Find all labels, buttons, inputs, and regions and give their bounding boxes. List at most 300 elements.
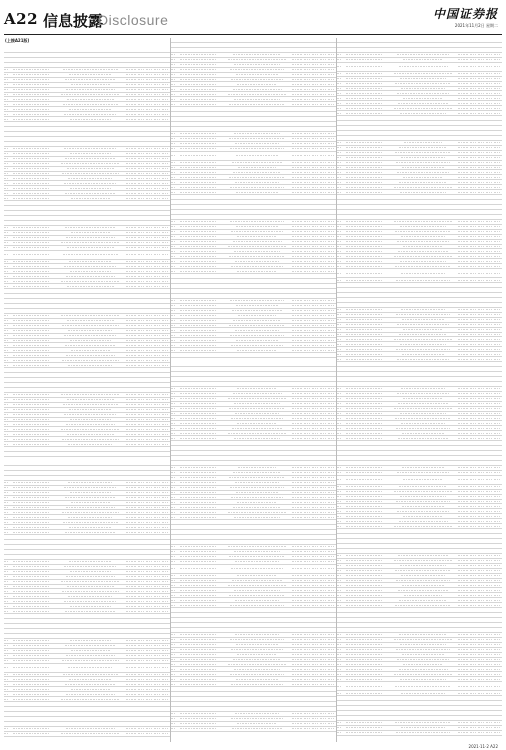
table-cell [146, 719, 154, 720]
table-cell [328, 467, 336, 468]
issue-date: 2021年11月2日 星期二 [454, 23, 498, 28]
table-cell [13, 419, 55, 420]
table-cell [180, 393, 222, 394]
table-cell [478, 128, 486, 129]
table-cell [478, 491, 486, 492]
table-cell [180, 704, 222, 705]
table-cell [292, 600, 304, 601]
table-cell [494, 344, 502, 345]
table-cell [154, 208, 162, 209]
table-cell [320, 472, 328, 473]
table-cell [171, 568, 180, 569]
table-cell [222, 532, 292, 533]
table-cell [154, 119, 162, 120]
table-cell [4, 218, 13, 219]
table-cell [126, 547, 138, 548]
table-cell [162, 365, 170, 366]
table-cell [328, 575, 336, 576]
table-cell [486, 630, 494, 631]
table-cell [388, 659, 458, 660]
table-cell [162, 497, 170, 498]
table-cell [13, 237, 55, 238]
table-cell [126, 399, 138, 400]
table-cell [312, 69, 320, 70]
table-cell [388, 428, 458, 429]
table-cell [171, 197, 180, 198]
table-cell [304, 694, 312, 695]
table-cell [180, 639, 222, 640]
table-cell [222, 443, 292, 444]
table-cell [458, 654, 470, 655]
table-cell [470, 565, 478, 566]
table-cell [494, 202, 502, 203]
table-cell [312, 699, 320, 700]
table-cell [146, 208, 154, 209]
table-cell [494, 458, 502, 459]
table-cell [162, 709, 170, 710]
table-cell [486, 251, 494, 252]
table-cell [180, 595, 222, 596]
table-cell [304, 654, 312, 655]
table-cell [494, 664, 502, 665]
table-cell [312, 428, 320, 429]
table-cell [458, 118, 470, 119]
table-cell [494, 162, 502, 163]
table-cell [388, 88, 458, 89]
table-cell [222, 694, 292, 695]
table-cell [304, 89, 312, 90]
table-cell [494, 536, 502, 537]
table-cell [292, 664, 304, 665]
table-cell [180, 497, 222, 498]
table-cell [138, 429, 146, 430]
table-cell [312, 413, 320, 414]
table-cell [304, 40, 312, 41]
table-cell [388, 727, 458, 728]
table-cell [13, 281, 55, 282]
table-cell [346, 147, 388, 148]
table-cell [292, 723, 304, 724]
table-cell [292, 413, 304, 414]
table-cell [222, 340, 292, 341]
table-cell [222, 709, 292, 710]
table-cell [486, 54, 494, 55]
table-cell [222, 458, 292, 459]
table-cell [4, 291, 13, 292]
table-cell [292, 172, 304, 173]
table-cell [388, 590, 458, 591]
table-cell [292, 644, 304, 645]
table-cell [292, 69, 304, 70]
table-cell [138, 616, 146, 617]
table-cell [146, 350, 154, 351]
table-cell [13, 724, 55, 725]
table-cell [55, 461, 126, 462]
table-cell [337, 295, 346, 296]
table-cell [346, 66, 388, 67]
table-cell [494, 722, 502, 723]
table-cell [154, 74, 162, 75]
table-cell [55, 626, 126, 627]
table-cell [146, 576, 154, 577]
table-cell [388, 555, 458, 556]
table-cell [328, 50, 336, 51]
table-cell [222, 114, 292, 115]
table-cell [222, 428, 292, 429]
table-cell [494, 157, 502, 158]
table-cell [320, 59, 328, 60]
table-cell [292, 585, 304, 586]
table-cell [478, 580, 486, 581]
table-cell [388, 718, 458, 719]
table-cell [171, 694, 180, 695]
table-cell [337, 364, 346, 365]
table-cell [162, 345, 170, 346]
table-cell [312, 694, 320, 695]
table-cell [126, 667, 138, 668]
table-cell [458, 261, 470, 262]
table-cell [346, 59, 388, 60]
table-cell [312, 305, 320, 306]
table-cell [126, 365, 138, 366]
table-cell [328, 109, 336, 110]
table-cell [304, 192, 312, 193]
table-cell [486, 172, 494, 173]
table-cell [292, 718, 304, 719]
table-cell [55, 576, 126, 577]
table-cell [337, 634, 346, 635]
table-cell [478, 40, 486, 41]
table-cell [126, 650, 138, 651]
table-cell [154, 242, 162, 243]
table-cell [180, 310, 222, 311]
table-cell [138, 636, 146, 637]
table-cell [320, 649, 328, 650]
table-cell [337, 453, 346, 454]
table-cell [13, 360, 55, 361]
table-cell [154, 728, 162, 729]
table-cell [222, 325, 292, 326]
table-cell [171, 226, 180, 227]
table-cell [478, 59, 486, 60]
table-cell [222, 119, 292, 120]
table-cell [478, 408, 486, 409]
table-cell [304, 512, 312, 513]
table-cell [222, 487, 292, 488]
table-cell [55, 94, 126, 95]
table-cell [180, 345, 222, 346]
table-cell [126, 188, 138, 189]
table-cell [146, 399, 154, 400]
table-cell [337, 413, 346, 414]
table-cell [126, 454, 138, 455]
table-cell [304, 231, 312, 232]
table-cell [146, 542, 154, 543]
table-cell [486, 290, 494, 291]
table-cell [13, 291, 55, 292]
table-cell [55, 266, 126, 267]
table-cell [337, 575, 346, 576]
table-cell [222, 177, 292, 178]
table-cell [13, 94, 55, 95]
table-cell [4, 704, 13, 705]
table-cell [388, 118, 458, 119]
table-cell [304, 664, 312, 665]
table-cell [13, 650, 55, 651]
table-cell [388, 54, 458, 55]
table-cell [138, 537, 146, 538]
table-cell [346, 384, 388, 385]
table-cell [180, 300, 222, 301]
table-cell [154, 271, 162, 272]
table-cell [4, 478, 13, 479]
table-cell [478, 546, 486, 547]
table-cell [470, 423, 478, 424]
table-cell [138, 330, 146, 331]
table-cell [4, 454, 13, 455]
table-cell [458, 236, 470, 237]
table-cell [162, 168, 170, 169]
table-cell [4, 596, 13, 597]
table-cell [126, 114, 138, 115]
table-cell [494, 236, 502, 237]
table-cell [13, 404, 55, 405]
table-cell [328, 241, 336, 242]
table-cell [146, 227, 154, 228]
table-cell [470, 732, 478, 733]
table-cell [171, 580, 180, 581]
table-cell [320, 167, 328, 168]
table-cell [320, 575, 328, 576]
table-cell [388, 236, 458, 237]
table-cell [162, 188, 170, 189]
table-cell [312, 649, 320, 650]
table-cell [388, 625, 458, 626]
table-cell [470, 236, 478, 237]
table-cell [4, 193, 13, 194]
table-cell [13, 163, 55, 164]
table-cell [171, 256, 180, 257]
table-cell [478, 226, 486, 227]
table-cell [138, 461, 146, 462]
table-cell [320, 625, 328, 626]
table-cell [4, 385, 13, 386]
table-cell [138, 242, 146, 243]
table-cell [486, 428, 494, 429]
table-cell [126, 375, 138, 376]
table-cell [162, 355, 170, 356]
table-cell [146, 724, 154, 725]
table-cell [4, 301, 13, 302]
table-cell [320, 620, 328, 621]
table-cell [138, 586, 146, 587]
table-cell [470, 344, 478, 345]
table-cell [458, 344, 470, 345]
table-cell [292, 532, 304, 533]
table-cell [494, 388, 502, 389]
table-cell [388, 511, 458, 512]
table-cell [458, 443, 470, 444]
table-cell [458, 453, 470, 454]
table-cell [312, 512, 320, 513]
table-cell [304, 428, 312, 429]
table-cell [138, 223, 146, 224]
table-cell [126, 497, 138, 498]
table-cell [4, 144, 13, 145]
table-cell [4, 84, 13, 85]
table-cell [478, 192, 486, 193]
table-cell [304, 556, 312, 557]
table-cell [222, 610, 292, 611]
table-cell [337, 236, 346, 237]
table-cell [180, 443, 222, 444]
table-cell [222, 467, 292, 468]
table-row [337, 476, 502, 485]
table-cell [494, 73, 502, 74]
table-cell [470, 506, 478, 507]
table-cell [346, 162, 388, 163]
table-cell [13, 557, 55, 558]
table-cell [13, 60, 55, 61]
table-cell [304, 674, 312, 675]
table-cell [126, 468, 138, 469]
table-cell [13, 478, 55, 479]
table-cell [312, 212, 320, 213]
table-cell [171, 605, 180, 606]
table-cell [126, 621, 138, 622]
table-cell [154, 129, 162, 130]
table-cell [470, 585, 478, 586]
table-cell [320, 718, 328, 719]
table-cell [292, 155, 304, 156]
table-cell [222, 423, 292, 424]
table-cell [222, 408, 292, 409]
table-cell [154, 306, 162, 307]
table-cell [494, 309, 502, 310]
table-cell [337, 615, 346, 616]
table-cell [470, 516, 478, 517]
table-cell [346, 388, 388, 389]
table-cell [494, 167, 502, 168]
table-cell [346, 369, 388, 370]
table-cell [180, 99, 222, 100]
table-cell [154, 183, 162, 184]
table-cell [222, 74, 292, 75]
table-cell [388, 467, 458, 468]
table-cell [328, 155, 336, 156]
table-cell [304, 69, 312, 70]
table-cell [138, 208, 146, 209]
table-cell [180, 54, 222, 55]
table-cell [162, 704, 170, 705]
table-cell [346, 334, 388, 335]
table-cell [292, 74, 304, 75]
table-cell [55, 360, 126, 361]
table-cell [222, 212, 292, 213]
table-cell [494, 212, 502, 213]
table-cell [138, 709, 146, 710]
table-cell [146, 419, 154, 420]
table-cell [312, 575, 320, 576]
table-cell [180, 630, 222, 631]
table-cell [388, 324, 458, 325]
table-cell [470, 231, 478, 232]
table-cell [292, 325, 304, 326]
table-cell [222, 482, 292, 483]
table-cell [304, 630, 312, 631]
table-cell [4, 557, 13, 558]
table-cell [458, 536, 470, 537]
table-cell [312, 99, 320, 100]
table-cell [304, 522, 312, 523]
table-cell [126, 414, 138, 415]
table-cell [154, 350, 162, 351]
table-cell [126, 429, 138, 430]
table-cell [320, 79, 328, 80]
table-cell [171, 251, 180, 252]
table-cell [162, 218, 170, 219]
table-cell [328, 718, 336, 719]
table-cell [55, 198, 126, 199]
table-cell [4, 502, 13, 503]
table-cell [337, 693, 346, 694]
table-cell [312, 148, 320, 149]
table-cell [162, 385, 170, 386]
table-cell [486, 413, 494, 414]
table-cell [4, 173, 13, 174]
table-cell [312, 448, 320, 449]
table-cell [312, 315, 320, 316]
table-cell [312, 291, 320, 292]
table-cell [13, 709, 55, 710]
table-cell [312, 664, 320, 665]
table-cell [337, 511, 346, 512]
table-cell [4, 684, 13, 685]
table-cell [304, 187, 312, 188]
table-cell [126, 532, 138, 533]
table-cell [478, 295, 486, 296]
table-cell [312, 40, 320, 41]
table-cell [458, 388, 470, 389]
table-cell [388, 314, 458, 315]
table-cell [320, 305, 328, 306]
table-cell [222, 502, 292, 503]
table-cell [180, 138, 222, 139]
table-cell [320, 502, 328, 503]
table-cell [494, 531, 502, 532]
table-cell [146, 148, 154, 149]
table-cell [138, 385, 146, 386]
table-cell [304, 615, 312, 616]
table-cell [470, 207, 478, 208]
table-cell [180, 694, 222, 695]
table-cell [292, 482, 304, 483]
table-cell [154, 148, 162, 149]
table-cell [458, 634, 470, 635]
table-cell [292, 202, 304, 203]
table-cell [180, 699, 222, 700]
table-cell [320, 580, 328, 581]
table-cell [154, 296, 162, 297]
table-cell [222, 438, 292, 439]
table-cell [154, 254, 162, 255]
table-cell [180, 482, 222, 483]
table-cell [154, 198, 162, 199]
table-cell [328, 310, 336, 311]
table-cell [222, 236, 292, 237]
table-cell [154, 454, 162, 455]
table-cell [320, 192, 328, 193]
